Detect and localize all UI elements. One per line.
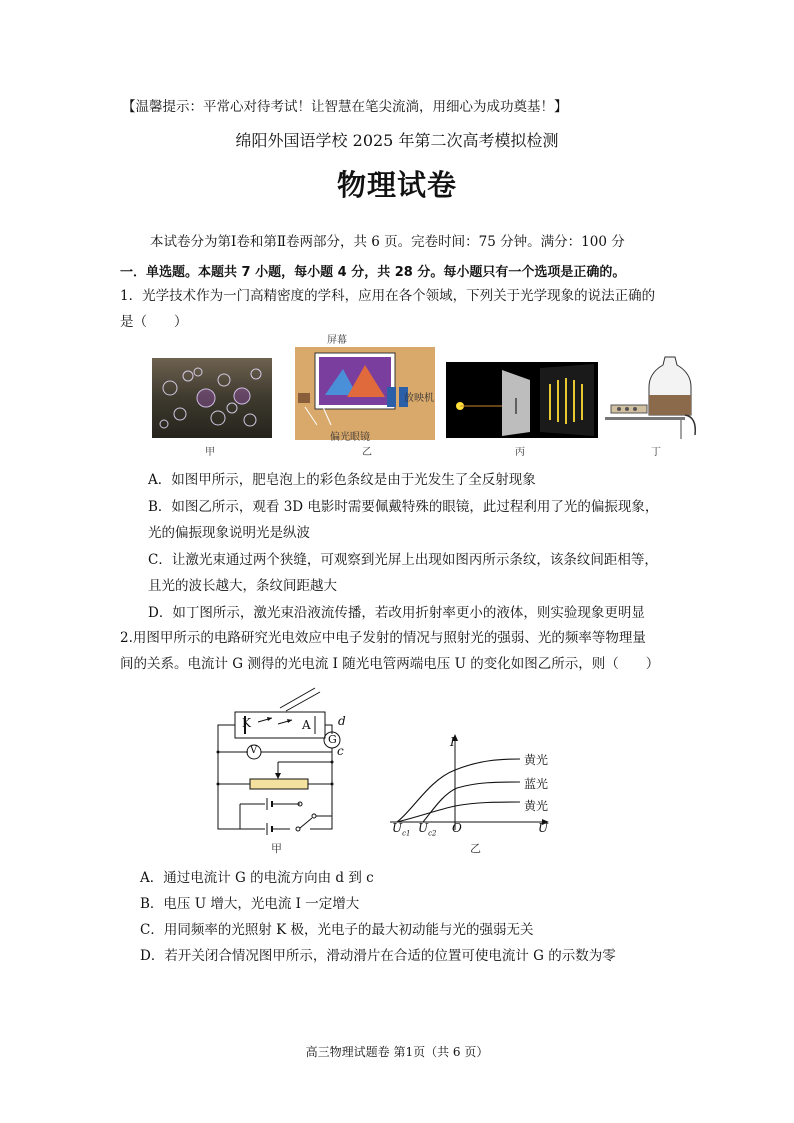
galvanometer-label: G [328, 733, 337, 746]
graph-axis-u: U [538, 821, 549, 835]
q1-stem-line1: 1．光学技术作为一门高精密度的学科，应用在各个领域，下列关于光学现象的说法正确的 [120, 288, 656, 304]
school-line: 绵阳外国语学校 2025 年第二次高考模拟检测 [235, 131, 559, 150]
graph-uc2-label: $U_{c2}$ [418, 821, 437, 838]
cinema-3d-image [295, 335, 435, 440]
graph-axis-i: I [450, 735, 455, 749]
photoelectric-circuit-diagram [210, 684, 360, 854]
page-footer: 高三物理试题卷 第1页（共 6 页） [305, 1045, 489, 1059]
q1-option-b[interactable]: B．如图乙所示，观看 3D 电影时需要佩戴特殊的眼镜，此过程利用了光的偏振现象， [148, 499, 659, 515]
voltmeter-label: V [250, 745, 258, 756]
projector-label: 放映机 [404, 393, 434, 404]
graph-origin: O [452, 821, 462, 835]
section-heading: 一．单选题。本题共 7 小题，每小题 4 分，共 28 分。每小题只有一个选项是正确的。 [120, 265, 626, 280]
anode-label: A [302, 718, 311, 732]
graph-caption: 乙 [470, 842, 481, 855]
fig-ding-caption: 丁 [651, 447, 661, 458]
exam-intro: 本试卷分为第Ⅰ卷和第Ⅱ卷两部分，共 6 页。完卷时间：75 分钟。满分：100 分 [150, 234, 625, 250]
curve-label-yellow-weak: 黄光 [524, 799, 549, 813]
glasses-label: 偏光眼镜 [330, 432, 370, 443]
q1-option-c[interactable]: C．让激光束通过两个狭缝，可观察到光屏上出现如图丙所示条纹，该条纹间距相等， [148, 552, 658, 568]
q1-stem-line2: 是（ ） [120, 314, 188, 330]
q2-option-b[interactable]: B．电压 U 增大，光电流 I 一定增大 [140, 896, 360, 912]
q2-option-a[interactable]: A．通过电流计 G 的电流方向由 d 到 c [140, 870, 374, 886]
q1-option-c-cont: 且光的波长越大，条纹间距越大 [148, 578, 337, 594]
q1-option-a[interactable]: A．如图甲所示，肥皂泡上的彩色条纹是由于光发生了全反射现象 [148, 472, 536, 488]
terminal-d-label: d [338, 714, 346, 728]
cathode-label: K [242, 716, 251, 730]
page-title: 物理试卷 [336, 168, 457, 202]
exam-tip: 【温馨提示：平常心对待考试！让智慧在笔尖流淌，用细心为成功奠基！】 [122, 99, 568, 115]
screen-label: 屏幕 [327, 335, 347, 346]
curve-label-blue: 蓝光 [524, 777, 549, 791]
circuit-caption: 甲 [271, 842, 282, 855]
q1-option-d[interactable]: D．如丁图所示，激光束沿液流传播，若改用折射率更小的液体，则实验现象更明显 [148, 605, 645, 621]
fig-bing-caption: 丙 [515, 447, 525, 458]
fig-jia-caption: 甲 [205, 447, 215, 458]
q2-stem-line2: 间的关系。电流计 G 测得的光电流 I 随光电管两端电压 U 的变化如图乙所示，则（ ） [120, 656, 660, 672]
graph-uc1-label: $U_{c1}$ [392, 821, 411, 838]
curve-label-yellow-strong: 黄光 [524, 753, 549, 767]
q2-option-c[interactable]: C．用同频率的光照射 K 极，光电子的最大初动能与光的强弱无关 [140, 922, 534, 938]
q2-stem-line1: 2.用图甲所示的电路研究光电效应中电子发射的情况与照射光的强弱、光的频率等物理量 [120, 630, 646, 646]
fig-yi-caption: 乙 [362, 447, 372, 458]
liquid-flow-image [605, 355, 700, 440]
double-slit-image [446, 362, 598, 438]
q2-option-d[interactable]: D．若开关闭合情况图甲所示，滑动滑片在合适的位置可使电流计 G 的示数为零 [140, 948, 616, 964]
q1-option-b-cont: 光的偏振现象说明光是纵波 [148, 525, 310, 541]
soap-bubbles-image [152, 358, 272, 438]
terminal-c-label: c [337, 744, 344, 758]
